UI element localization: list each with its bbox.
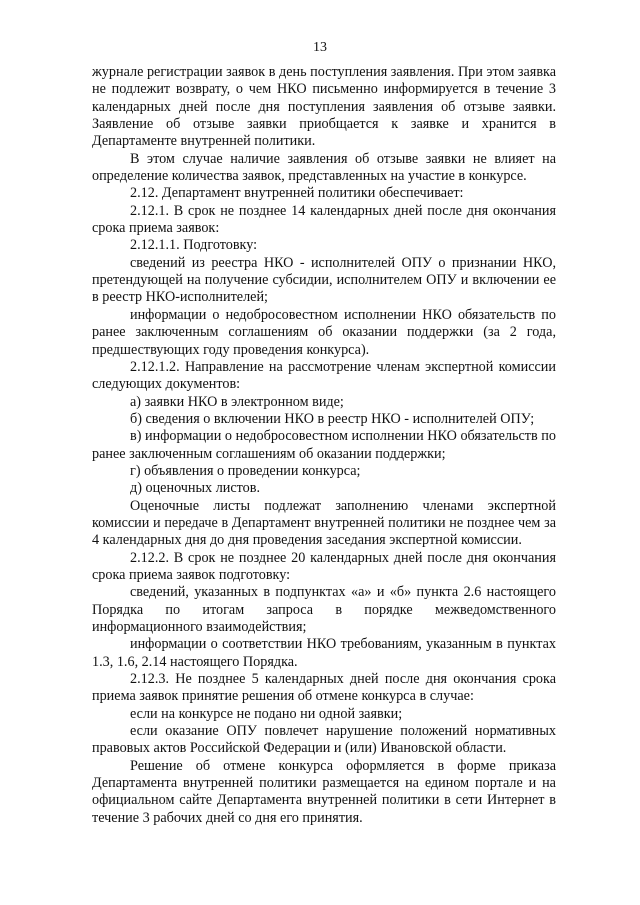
paragraph-2-12-2: 2.12.2. В срок не позднее 20 календарных дней после дня окончания срока приема заявок подготовку: bbox=[92, 549, 556, 583]
paragraph-2-12: 2.12. Департамент внутренней политики обеспечивает: bbox=[130, 185, 464, 202]
page-number: 13 bbox=[313, 40, 327, 55]
list-item-b: б) сведения о включении НКО в реестр НКО - исполнителей ОПУ; bbox=[130, 410, 535, 427]
list-item-a: а) заявки НКО в электронном виде; bbox=[130, 393, 344, 410]
paragraph-withdrawal-note: В этом случае наличие заявления об отзыве заявки не влияет на определение количества заявок, представленных на участие в конкурсе. bbox=[92, 150, 556, 185]
list-item-v: в) информации о недобросовестном исполнении НКО обязательств по ранее заключенным соглашениям об оказании поддержки; bbox=[92, 428, 556, 462]
paragraph-2-12-1: 2.12.1. В срок не позднее 14 календарных дней после дня окончания срока приема заявок: bbox=[92, 202, 556, 237]
paragraph-bad-faith-info: информации о недобросовестном исполнении НКО обязательств по ранее заключенным соглашениям об оказании поддержки (за 2 года, предшествующих году проведения конкурса). bbox=[92, 306, 556, 358]
paragraph-registry-info: сведений из реестра НКО - исполнителей ОПУ о признании НКО, претендующей на получение субсидии, исполнителем ОПУ и включении ее в реестр НКО-исполнителей; bbox=[92, 254, 556, 306]
paragraph-interagency-info: сведений, указанных в подпунктах «а» и «б» пункта 2.6 настоящего Порядка по итогам запроса в порядке межведомственного информационного взаимодействия; bbox=[92, 584, 556, 635]
paragraph-2-12-3: 2.12.3. Не позднее 5 календарных дней после дня окончания срока приема заявок принятие решения об отмене конкурса в случае: bbox=[92, 671, 556, 705]
list-item-d: д) оценочных листов. bbox=[130, 480, 261, 497]
paragraph-evaluation-sheets: Оценочные листы подлежат заполнению членами экспертной комиссии и передаче в Департамент внутренней политики не позднее чем за 4 календарных дня до дня проведения заседания экспертной комиссии. bbox=[92, 497, 556, 549]
paragraph-legal-violation: если оказание ОПУ повлечет нарушение положений нормативных правовых актов Российской Федерации и (или) Ивановской области. bbox=[92, 723, 556, 757]
paragraph-no-applications: если на конкурсе не подано ни одной заявки; bbox=[130, 705, 403, 722]
paragraph-continuation: журнале регистрации заявок в день поступления заявления. При этом заявка не подлежит возврату, о чем НКО письменно информируется в течение 3 календарных дней после дня поступления заявления об отзыве заявки. Заявление об отзыве заявки приобщается к заявке и хранится в Департаменте внутренней политики. bbox=[92, 64, 556, 150]
list-item-g: г) объявления о проведении конкурса; bbox=[130, 462, 361, 479]
paragraph-2-12-1-1: 2.12.1.1. Подготовку: bbox=[130, 237, 258, 254]
paragraph-cancellation-decision: Решение об отмене конкурса оформляется в форме приказа Департамента внутренней политики размещается на едином портале и на официальном сайте Департамента внутренней политики в сети Интернет в течение 3 рабочих дней со дня его принятия. bbox=[92, 757, 556, 826]
paragraph-compliance-info: информации о соответствии НКО требованиям, указанным в пунктах 1.3, 1.6, 2.14 настоящего Порядка. bbox=[92, 636, 556, 670]
paragraph-2-12-1-2: 2.12.1.2. Направление на рассмотрение членам экспертной комиссии следующих документов: bbox=[92, 358, 556, 393]
body-text bbox=[92, 64, 556, 827]
